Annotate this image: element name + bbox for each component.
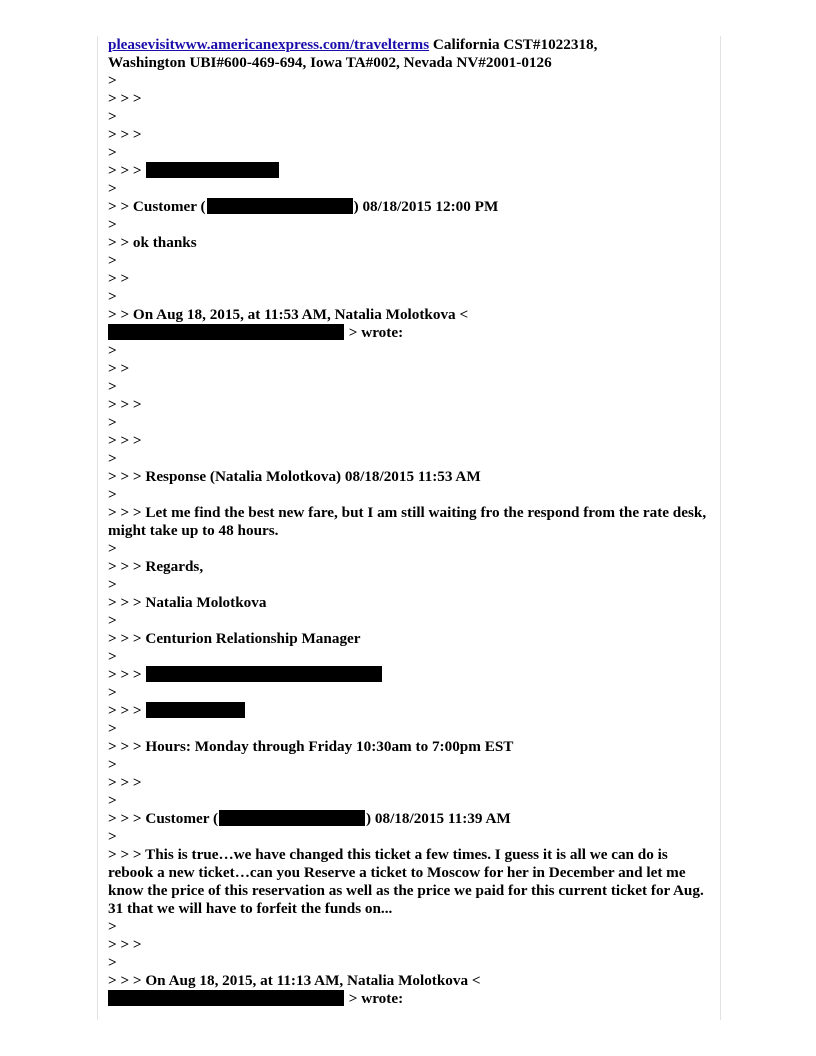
customer-header-1: > > Customer ( ) 08/18/2015 12:00 PM (108, 198, 499, 215)
email-thread (108, 36, 708, 1008)
quote-line: > (108, 486, 117, 503)
redaction-bar (108, 324, 344, 340)
quote-line: > (108, 756, 117, 773)
header-line-1 (108, 36, 708, 54)
quote-marker: > > > (108, 702, 142, 719)
redaction-bar (146, 162, 279, 178)
quote-line: > > > (108, 936, 142, 953)
quote-line: > > > (108, 90, 142, 107)
quote-line: > (108, 918, 117, 935)
redacted-line (108, 702, 708, 720)
quote-line: > (108, 954, 117, 971)
wrote-line-1: > wrote: (108, 324, 708, 342)
quote-line: > > > (108, 432, 142, 449)
quote-line: > (108, 648, 117, 665)
regards-line: > > > Regards, (108, 558, 204, 575)
signature-name: > > > Natalia Molotkova (108, 594, 267, 611)
quote-line: > > (108, 360, 130, 377)
redaction-bar (108, 990, 344, 1006)
redacted-line (108, 162, 708, 180)
quote-line: > (108, 792, 117, 809)
quote-line: > (108, 180, 117, 197)
quote-line: > (108, 720, 117, 737)
quote-marker: > > > (108, 162, 142, 179)
quote-line: > (108, 450, 117, 467)
quote-line: > (108, 144, 117, 161)
redaction-bar (146, 702, 245, 718)
quote-line: > > > (108, 774, 142, 791)
quote-line: > > > (108, 126, 142, 143)
quote-line: > (108, 108, 117, 125)
quote-line: > (108, 828, 117, 845)
quote-line: > (108, 216, 117, 233)
quote-line: > (108, 540, 117, 557)
response-header: > > > Response (Natalia Molotkova) 08/18/2015 11:53 AM (108, 468, 481, 485)
quote-line: > (108, 414, 117, 431)
quote-line: > (108, 612, 117, 629)
wrote-intro-1: > > On Aug 18, 2015, at 11:53 AM, Natalia Molotkova < (108, 306, 469, 323)
quote-line: > (108, 288, 117, 305)
quote-line: > (108, 72, 117, 89)
travel-terms-link[interactable]: pleasevisitwww.americanexpress.com/travelterms (108, 36, 430, 53)
wrote-intro-2: > > > On Aug 18, 2015, at 11:13 AM, Natalia Molotkova < (108, 972, 481, 989)
quote-line: > > (108, 270, 130, 287)
customer-2-body: > > > This is true…we have changed this ticket a few times. I guess it is all we can do is rebook a new ticket…can you Reserve a ticket to Moscow for her in December and let me know the price of this reservation as well as the price we paid for this current ticket for Aug. 31 that we will have to forfeit the funds on... (108, 846, 704, 917)
response-body: > > > Let me find the best new fare, but I am still waiting fro the respond from the rate desk, might take up to 48 hours. (108, 504, 707, 539)
quote-line: > (108, 252, 117, 269)
quote-line: > > > (108, 396, 142, 413)
quote-marker: > > > (108, 666, 142, 683)
ok-thanks-line: > > ok thanks (108, 234, 197, 251)
customer-header-2: > > > Customer ( ) 08/18/2015 11:39 AM (108, 810, 511, 827)
quote-line: > (108, 576, 117, 593)
wrote-line-2: > wrote: (108, 990, 708, 1008)
signature-title: > > > Centurion Relationship Manager (108, 630, 361, 647)
redaction-bar (146, 666, 382, 682)
redacted-line (108, 666, 708, 684)
quote-line: > (108, 378, 117, 395)
redaction-bar (207, 198, 353, 214)
header-line-2: Washington UBI#600-469-694, Iowa TA#002, Nevada NV#2001-0126 (108, 54, 552, 71)
quote-line: > (108, 684, 117, 701)
hours-line: > > > Hours: Monday through Friday 10:30am to 7:00pm EST (108, 738, 514, 755)
redaction-bar (219, 810, 365, 826)
quote-line: > (108, 342, 117, 359)
license-text: California CST#1022318, (429, 36, 598, 53)
